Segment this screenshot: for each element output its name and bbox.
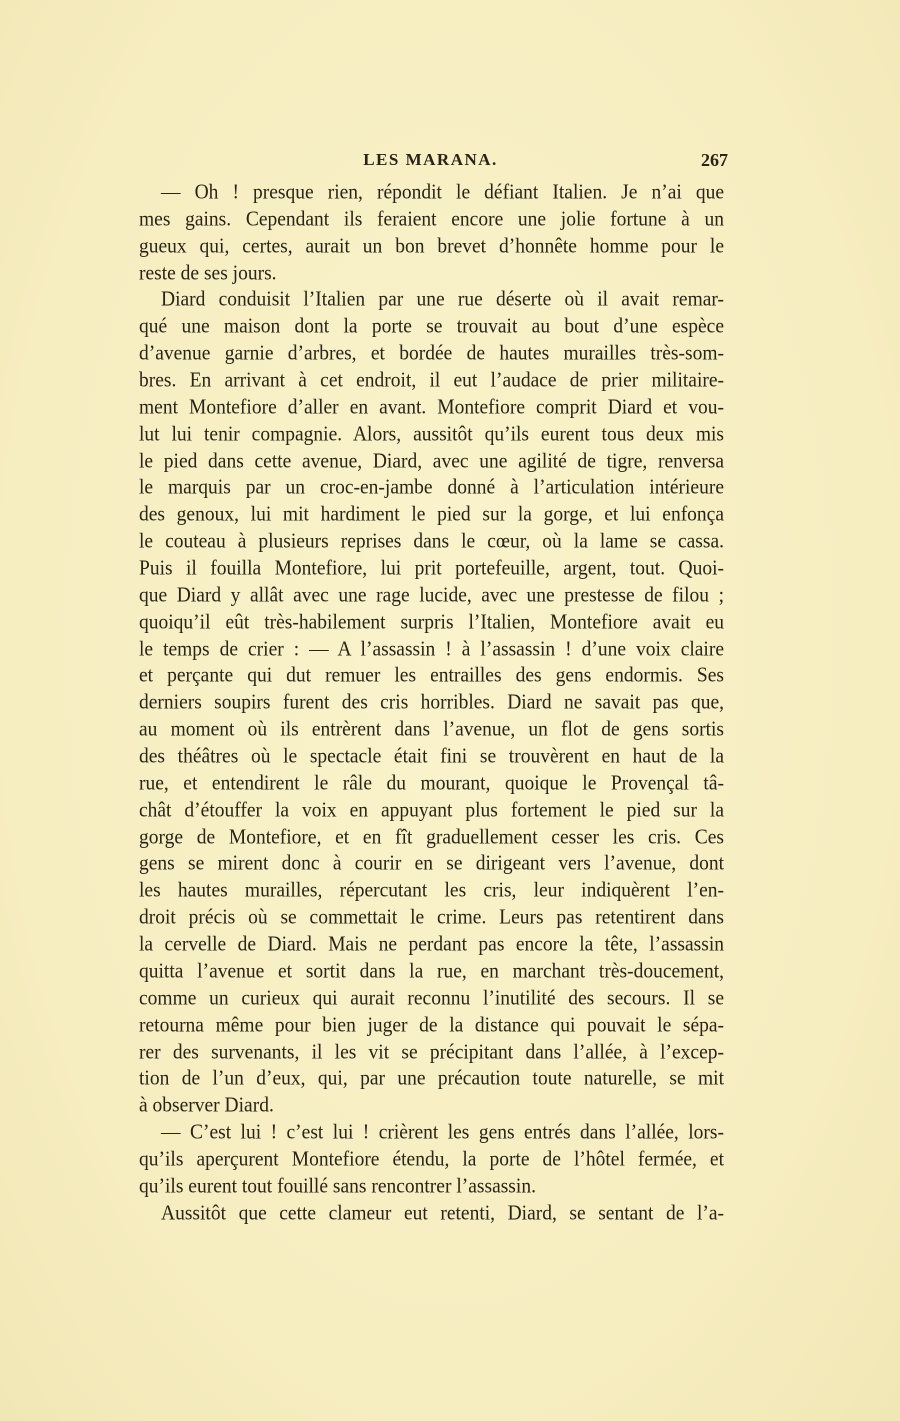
- text-line: lut lui tenir compagnie. Alors, aussitôt qu’ils eurent tous deux mis: [139, 422, 724, 446]
- text-line: retourna même pour bien juger de la distance qui pouvait le sépa-: [139, 1013, 724, 1037]
- text-line: des théâtres où le spectacle était fini se trouvèrent en haut de la: [139, 745, 724, 768]
- text-line: les hautes murailles, répercutant les cris, leur indiquèrent l’en-: [139, 879, 724, 903]
- text-line: le temps de crier : — A l’assassin ! à l’assassin ! d’une voix claire: [139, 637, 724, 661]
- text-line: gorge de Montefiore, et en fît graduellement cesser les cris. Ces: [139, 825, 724, 849]
- text-line: reste de ses jours.: [139, 261, 277, 285]
- text-line: au moment où ils entrèrent dans l’avenue, un flot de gens sortis: [139, 718, 724, 741]
- text-line: à observer Diard.: [139, 1094, 274, 1117]
- text-line: mes gains. Cependant ils feraient encore une jolie fortune à un: [139, 207, 724, 231]
- text-line: le marquis par un croc-en-jambe donné à l’articulation intérieure: [139, 476, 724, 500]
- text-line: Diard conduisit l’Italien par une rue déserte où il avait remar-: [161, 288, 724, 312]
- text-line: chât d’étouffer la voix en appuyant plus fortement le pied sur la: [139, 798, 724, 822]
- text-line: d’avenue garnie d’arbres, et bordée de hautes murailles très-som-: [139, 342, 724, 365]
- text-line: bres. En arrivant à cet endroit, il eut l’audace de prier militaire-: [139, 369, 724, 392]
- paragraph: [139, 180, 724, 287]
- paragraph: [139, 1120, 724, 1201]
- text-line: tion de l’un d’eux, qui, par une précaution toute naturelle, se mit: [139, 1067, 724, 1091]
- text-line: gueux qui, certes, aurait un bon brevet d’honnête homme pour le: [139, 234, 724, 258]
- text-line: le couteau à plusieurs reprises dans le cœur, où la lame se cassa.: [139, 530, 724, 553]
- paragraph: [139, 287, 724, 1120]
- page-number: 267: [701, 150, 728, 170]
- text-line: le pied dans cette avenue, Diard, avec une agilité de tigre, renversa: [139, 449, 724, 473]
- text-line: — C’est lui ! c’est lui ! crièrent les gens entrés dans l’allée, lors-: [161, 1121, 724, 1144]
- text-line: quitta l’avenue et sortit dans la rue, en marchant très-doucement,: [139, 960, 724, 983]
- text-line: ment Montefiore d’aller en avant. Montefiore comprit Diard et vou-: [139, 395, 724, 419]
- text-line: qu’ils eurent tout fouillé sans rencontrer l’assassin.: [139, 1174, 536, 1198]
- text-line: rue, et entendirent le râle du mourant, quoique le Provençal tâ-: [139, 771, 724, 795]
- text-line: Aussitôt que cette clameur eut retenti, Diard, se sentant de l’a-: [161, 1201, 724, 1225]
- text-line: qué une maison dont la porte se trouvait au bout d’une espèce: [139, 315, 724, 339]
- text-line: — Oh ! presque rien, répondit le défiant Italien. Je n’ai que: [161, 181, 724, 204]
- text-line: quoiqu’il eût très-habilement surpris l’Italien, Montefiore avait eu: [139, 610, 724, 634]
- text-line: et perçante qui dut remuer les entrailles des gens endormis. Ses: [139, 664, 724, 688]
- text-line: Puis il fouilla Montefiore, lui prit portefeuille, argent, tout. Quoi-: [139, 557, 724, 580]
- text-line: qu’ils aperçurent Montefiore étendu, la porte de l’hôtel fermée, et: [139, 1148, 724, 1171]
- text-line: des genoux, lui mit hardiment le pied sur la gorge, et lui enfonça: [139, 503, 724, 527]
- text-line: droit précis où se commettait le crime. Leurs pas retentirent dans: [139, 906, 724, 929]
- page-body: [139, 180, 724, 1228]
- running-title: LES MARANA.: [363, 150, 498, 169]
- text-line: rer des survenants, il les vit se précipitant dans l’allée, à l’excep-: [139, 1040, 724, 1064]
- text-line: gens se mirent donc à courir en se dirigeant vers l’avenue, dont: [139, 852, 724, 876]
- text-line: la cervelle de Diard. Mais ne perdant pas encore la tête, l’assassin: [139, 933, 724, 956]
- text-line: que Diard y allât avec une rage lucide, avec une prestesse de filou ;: [139, 583, 724, 607]
- page-header: [139, 150, 728, 176]
- paragraph: [139, 1201, 724, 1228]
- text-line: comme un curieux qui aurait reconnu l’inutilité des secours. Il se: [139, 986, 724, 1010]
- text-line: derniers soupirs furent des cris horribles. Diard ne savait pas que,: [139, 691, 724, 715]
